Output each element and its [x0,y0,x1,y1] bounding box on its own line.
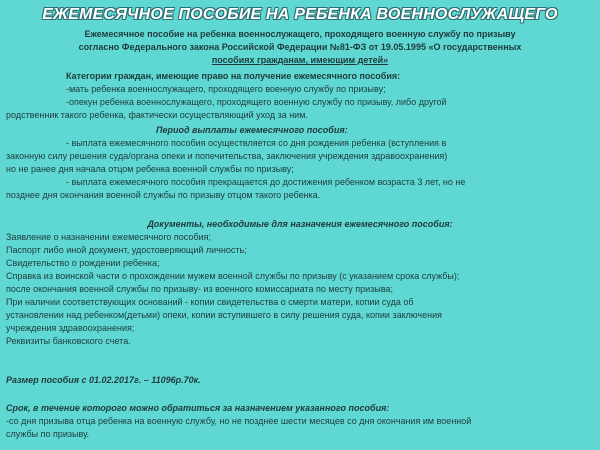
documents-section [6,218,594,348]
document-item: установлении над ребенком(детьми) опеки, копии вступившего в силу решения суда, копии заключения [6,310,442,320]
document-item: Справка из воинской части о прохождении мужем военной службы по призыву (с указанием срока службы); [6,271,460,281]
period-item: позднее дня окончания военной службы по призыву отцом такого ребенка. [6,190,321,200]
intro-line: пособиях гражданам, имеющим детей» [211,55,389,65]
category-item: -опекун ребенка военнослужащего, проходящего военную службу по призыву, либо другой [66,97,447,107]
intro-line: согласно Федерального закона Российской Федерации №81-ФЗ от 19.05.1995 «О государственных [78,42,522,52]
period-heading: Период выплаты ежемесячного пособия: [156,125,348,135]
categories-heading: Категории граждан, имеющие право на получение ежемесячного пособия: [66,71,401,81]
deadline-item: службы по призыву. [6,429,90,439]
document-item: При наличии соответствующих оснований - копии свидетельства о смерти матери, копии суда об [6,297,414,307]
amount-line: Размер пособия с 01.02.2017г. – 11096р.70к. [6,375,201,385]
categories-section [6,70,594,122]
deadline-item: -со дня призыва отца ребенка на военную службу, но не позднее шести месяцев со дня окончания им военной [6,416,472,426]
period-item: - выплата ежемесячного пособия осуществляется со дня рождения ребенка (вступления в [66,138,447,148]
deadline-heading: Срок, в течение которого можно обратиться за назначением указанного пособия: [6,403,390,413]
deadline-section [6,402,594,441]
document-item: после окончания военной службы по призыву- из военного комиссариата по месту призыва; [6,284,393,294]
documents-heading: Документы, необходимые для назначения ежемесячного пособия: [147,219,453,229]
category-item: -мать ребенка военнослужащего, проходящего военную службу по призыву; [66,84,386,94]
document-item: Паспорт либо иной документ, удостоверяющий личность; [6,245,247,255]
intro-paragraph [6,28,594,67]
intro-line: Ежемесячное пособие на ребенка военнослужащего, проходящего военную службу по призыву [84,29,516,39]
page-title: ЕЖЕМЕСЯЧНОЕ ПОСОБИЕ НА РЕБЕНКА ВОЕННОСЛУЖАЩЕГО [42,6,558,23]
period-item: - выплата ежемесячного пособия прекращается до достижения ребенком возраста 3 лет, но не [66,177,466,187]
document-item: учреждения здравоохранения; [6,323,135,333]
category-item: родственник такого ребенка, фактически осуществляющий уход за ним. [6,110,308,120]
document-item: Заявление о назначении ежемесячного пособия; [6,232,211,242]
period-item: но не ранее дня начала отцом ребенка военной службы по призыву; [6,164,294,174]
period-item: законную силу решения суда/органа опеки и попечительства, заключения учреждения здравоохранения) [6,151,448,161]
document-item: Реквизиты банковского счета. [6,336,131,346]
document-item: Свидетельство о рождении ребенка; [6,258,160,268]
period-section [6,124,594,202]
